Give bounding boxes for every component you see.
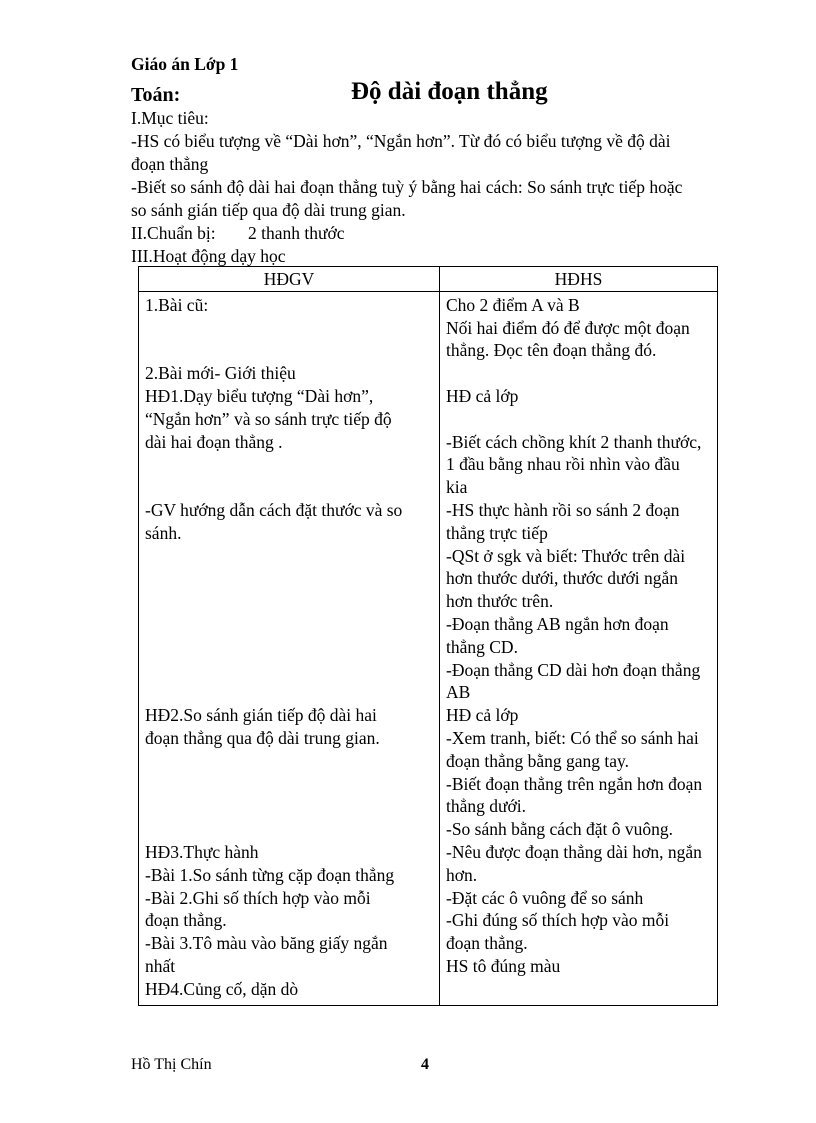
table-header-row bbox=[139, 267, 718, 292]
cell-line: sánh. bbox=[145, 522, 182, 543]
cell-line bbox=[145, 317, 433, 340]
cell-line: HĐ2.So sánh gián tiếp độ dài hai bbox=[145, 705, 377, 726]
cell-line: thẳng. Đọc tên đoạn thẳng đó. bbox=[446, 340, 657, 361]
section-preparation-title: II.Chuẩn bị: bbox=[131, 223, 216, 243]
cell-line: đoạn thẳng. bbox=[446, 933, 528, 954]
cell-line: -Bài 2.Ghi số thích hợp vào mỗi bbox=[145, 887, 371, 908]
cell-line bbox=[145, 613, 433, 636]
cell-line: Cho 2 điểm A và B bbox=[446, 294, 580, 315]
footer-author: Hồ Thị Chín bbox=[131, 1056, 212, 1073]
cell-line: “Ngắn hơn” và so sánh trực tiếp độ bbox=[145, 408, 392, 429]
footer-page-number: 4 bbox=[421, 1056, 429, 1073]
cell-line: HĐ cả lớp bbox=[446, 385, 519, 406]
cell-line: thẳng dưới. bbox=[446, 796, 526, 817]
cell-line: -Nêu được đoạn thẳng dài hơn, ngắn bbox=[446, 841, 702, 862]
cell-line bbox=[145, 659, 433, 682]
cell-line bbox=[145, 773, 433, 796]
class-label: Giáo án Lớp 1 bbox=[131, 54, 239, 74]
cell-line bbox=[446, 362, 711, 385]
cell-line: thẳng CD. bbox=[446, 636, 518, 657]
cell-line: 1 đầu bằng nhau rồi nhìn vào đầu bbox=[446, 454, 680, 475]
cell-line: đoạn thẳng bằng gang tay. bbox=[446, 750, 630, 771]
student-activities-cell bbox=[440, 291, 718, 1005]
cell-line bbox=[446, 408, 711, 431]
lesson-title: Độ dài đoạn thẳng bbox=[351, 78, 548, 105]
cell-line: -Đặt các ô vuông để so sánh bbox=[446, 887, 644, 908]
cell-line: -So sánh bằng cách đặt ô vuông. bbox=[446, 819, 673, 840]
cell-line: -Ghi đúng số thích hợp vào mỗi bbox=[446, 910, 670, 931]
cell-line bbox=[145, 636, 433, 659]
cell-line bbox=[145, 476, 433, 499]
cell-line bbox=[145, 818, 433, 841]
objective-1-line-1: -HS có biểu tượng về “Dài hơn”, “Ngắn hơn”. Từ đó có biểu tượng về độ dài bbox=[131, 131, 671, 151]
cell-line: -Biết cách chồng khít 2 thanh thước, bbox=[446, 431, 702, 452]
cell-line: 2.Bài mới- Giới thiệu bbox=[145, 363, 296, 384]
table-row bbox=[139, 291, 718, 1005]
cell-line: -QSt ở sgk và biết: Thước trên dài bbox=[446, 545, 686, 566]
cell-line bbox=[145, 567, 433, 590]
objective-1-line-2: đoạn thẳng bbox=[131, 154, 209, 174]
cell-line: HĐ4.Củng cố, dặn dò bbox=[145, 978, 299, 999]
cell-line bbox=[145, 681, 433, 704]
cell-line: -Đoạn thẳng AB ngắn hơn đoạn bbox=[446, 613, 669, 634]
table-header-students: HĐHS bbox=[440, 267, 718, 292]
cell-line: đoạn thẳng qua độ dài trung gian. bbox=[145, 727, 380, 748]
cell-line bbox=[145, 750, 433, 773]
cell-line: hơn thước dưới, thước dưới ngắn bbox=[446, 568, 678, 589]
cell-line: nhất bbox=[145, 955, 176, 976]
section-activities-title: III.Hoạt động dạy học bbox=[131, 246, 286, 266]
cell-line bbox=[145, 339, 433, 362]
objective-2-line-1: -Biết so sánh độ dài hai đoạn thẳng tuỳ ý bằng hai cách: So sánh trực tiếp hoặc bbox=[131, 177, 683, 197]
cell-line: -HS thực hành rồi so sánh 2 đoạn bbox=[446, 499, 680, 520]
cell-line: hơn thước trên. bbox=[446, 591, 554, 612]
cell-line: hơn. bbox=[446, 864, 478, 885]
cell-line bbox=[145, 545, 433, 568]
section-objectives-title: I.Mục tiêu: bbox=[131, 108, 209, 128]
cell-line: thẳng trực tiếp bbox=[446, 522, 548, 543]
cell-line: -Bài 1.So sánh từng cặp đoạn thẳng bbox=[145, 864, 395, 885]
section-preparation-value: 2 thanh thước bbox=[248, 223, 345, 243]
cell-line: Nối hai điểm đó để được một đoạn bbox=[446, 317, 690, 338]
teacher-activities-cell bbox=[139, 291, 440, 1005]
cell-line bbox=[145, 795, 433, 818]
cell-line bbox=[145, 590, 433, 613]
cell-line: -Đoạn thẳng CD dài hơn đoạn thẳng bbox=[446, 659, 701, 680]
cell-line: đoạn thẳng. bbox=[145, 910, 227, 931]
cell-line: kia bbox=[446, 477, 468, 498]
cell-line bbox=[446, 978, 711, 1001]
cell-line: HĐ cả lớp bbox=[446, 705, 519, 726]
cell-line: HS tô đúng màu bbox=[446, 955, 561, 976]
subject-label: Toán: bbox=[131, 84, 181, 106]
cell-line: -GV hướng dẫn cách đặt thước và so bbox=[145, 499, 403, 520]
cell-line: HĐ1.Dạy biểu tượng “Dài hơn”, bbox=[145, 385, 374, 406]
cell-line: AB bbox=[446, 682, 471, 703]
cell-line: 1.Bài cũ: bbox=[145, 294, 209, 315]
cell-line: -Biết đoạn thẳng trên ngắn hơn đoạn bbox=[446, 773, 703, 794]
activities-table bbox=[138, 266, 718, 1006]
cell-line: -Xem tranh, biết: Có thể so sánh hai bbox=[446, 727, 699, 748]
cell-line: -Bài 3.Tô màu vào băng giấy ngắn bbox=[145, 933, 388, 954]
cell-line: HĐ3.Thực hành bbox=[145, 841, 259, 862]
cell-line bbox=[145, 453, 433, 476]
cell-line: dài hai đoạn thẳng . bbox=[145, 431, 283, 452]
objective-2-line-2: so sánh gián tiếp qua độ dài trung gian. bbox=[131, 200, 406, 220]
table-header-teacher: HĐGV bbox=[139, 267, 440, 292]
